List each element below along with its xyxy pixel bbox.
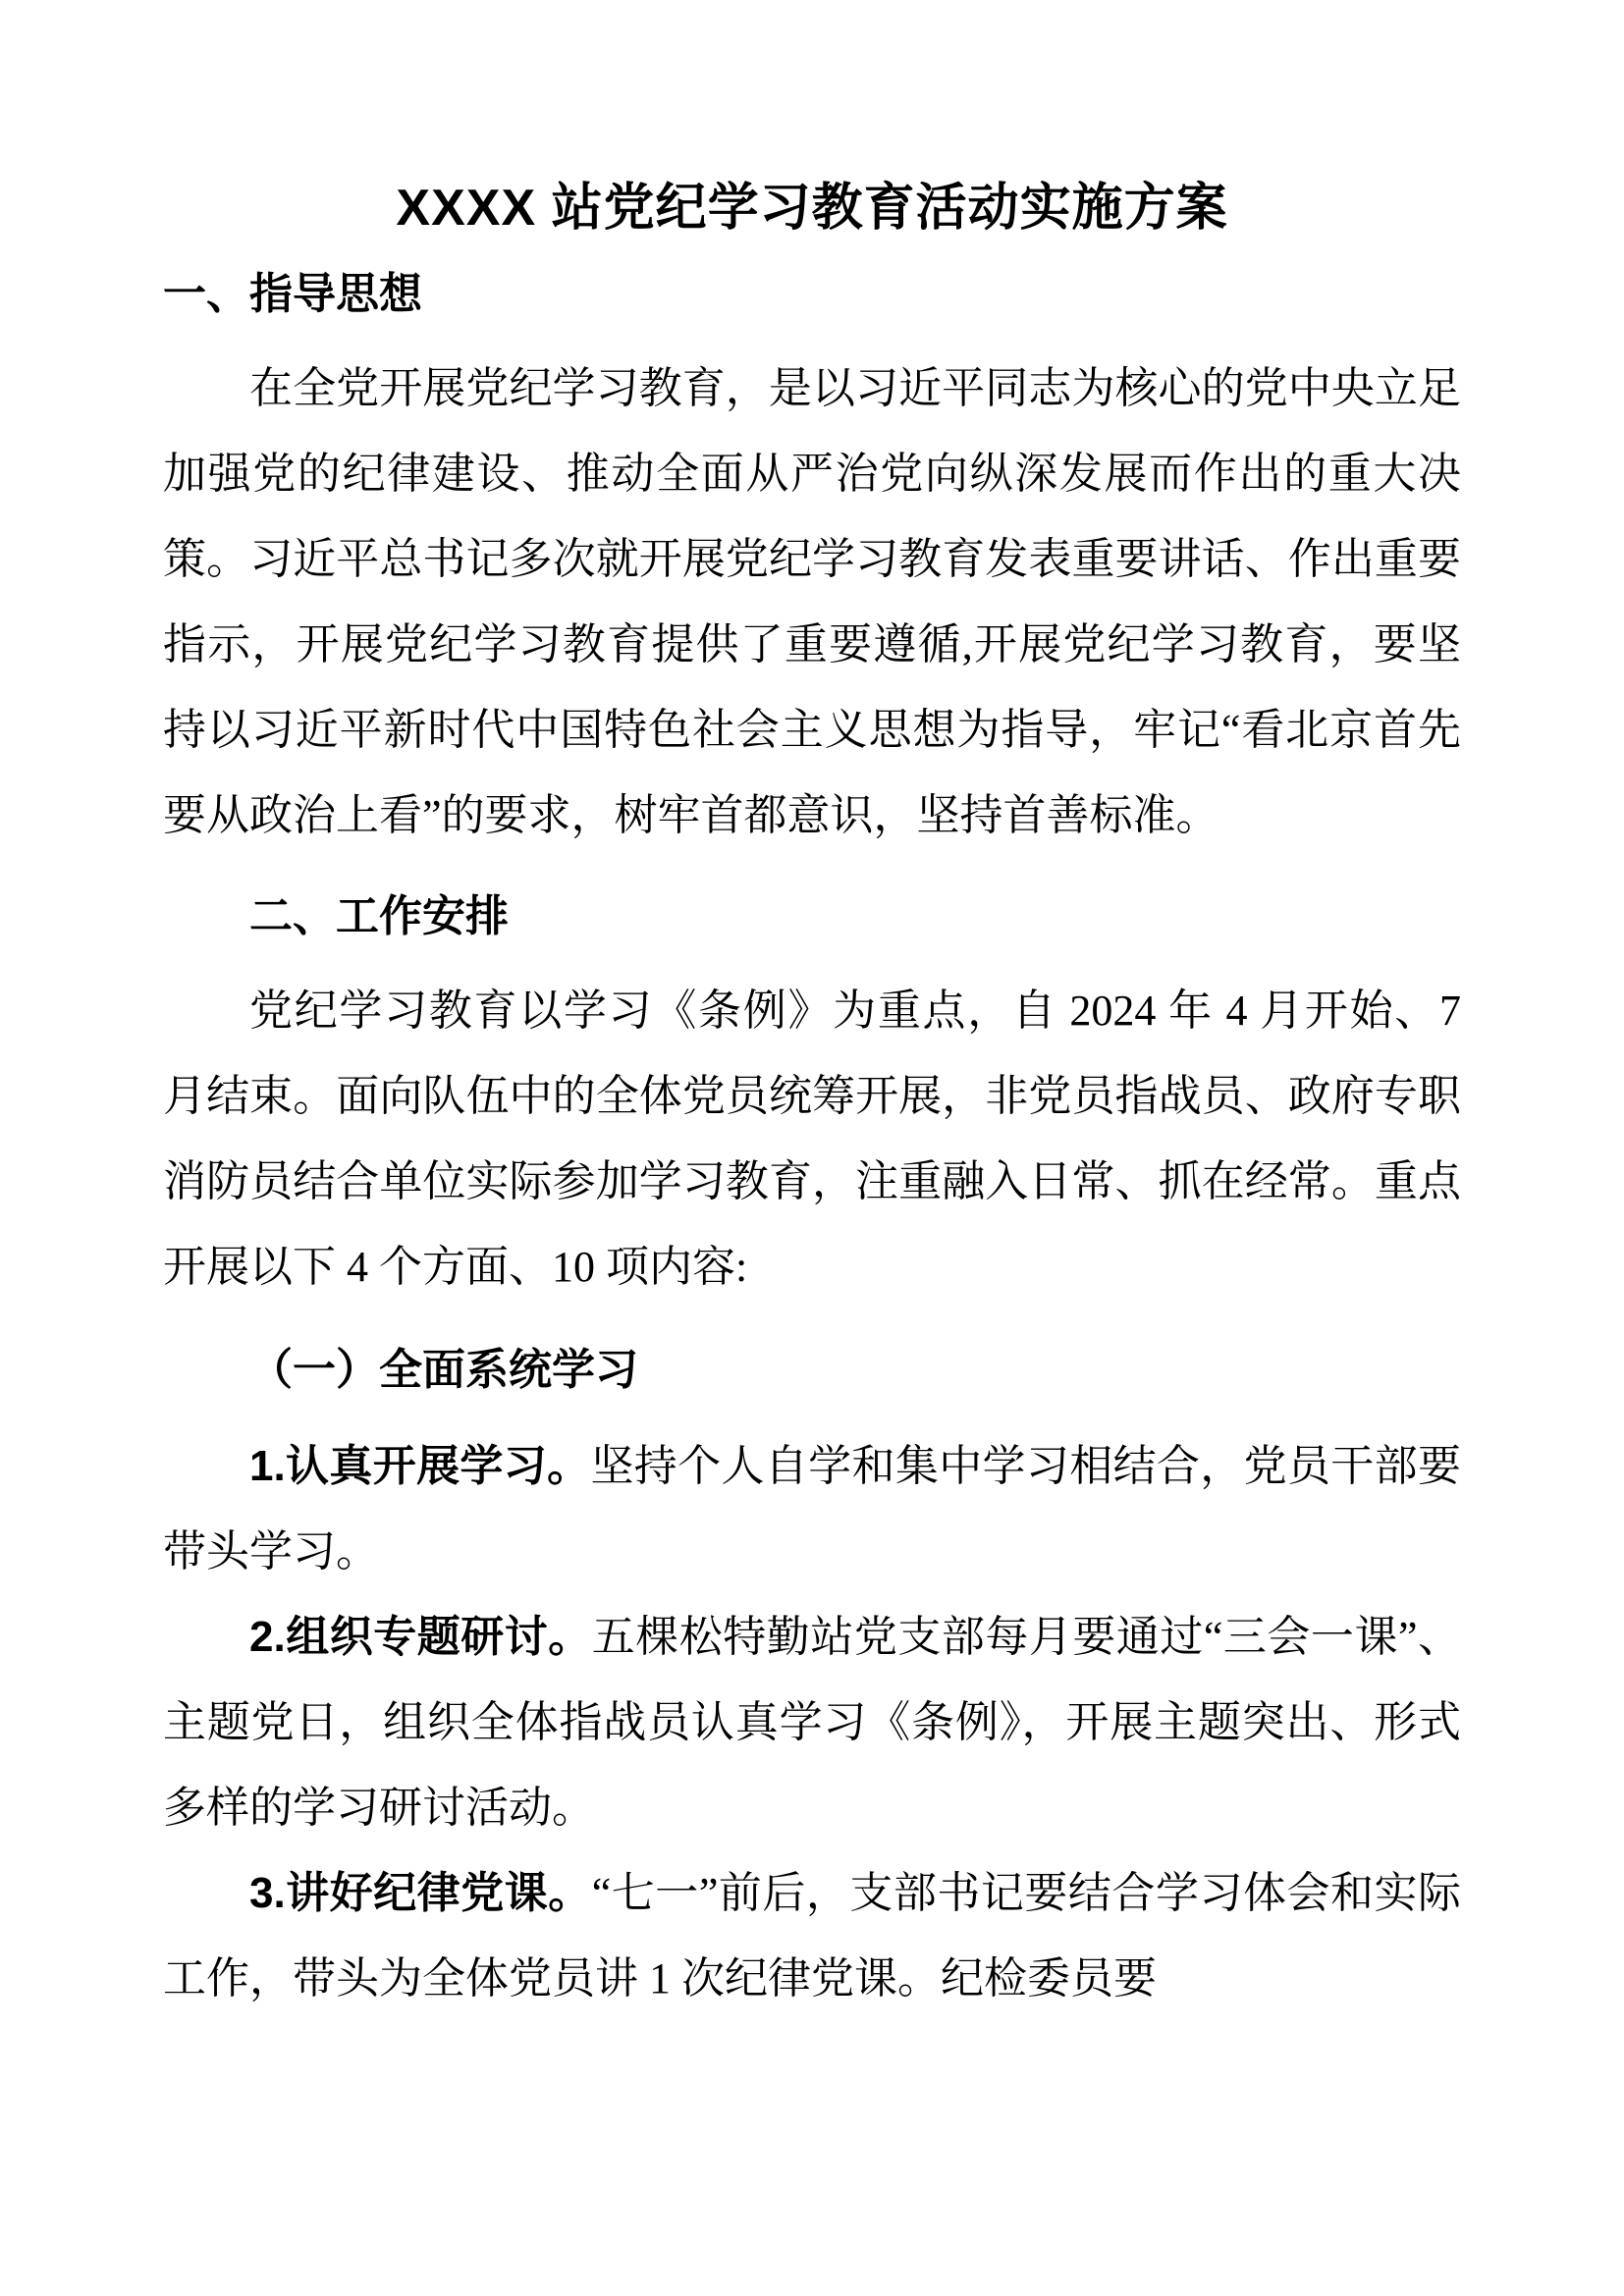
- list-item-1: [163, 1423, 1461, 1594]
- list-item-3-body: “七一”前后，支部书记要结合学习体会和实际工作，带头为全体党员讲 1 次纪律党课。纪检委员要: [163, 1869, 1461, 2002]
- heading-guiding-ideology: 一、指导思想: [163, 270, 422, 318]
- list-item-3-lead: 3.讲好纪律党课。: [249, 1869, 592, 1917]
- heading-work-arrangement: 二、工作安排: [249, 892, 509, 940]
- heading-comprehensive-study: （一）全面系统学习: [249, 1346, 638, 1394]
- list-item-2-lead: 2.组织专题研讨。: [249, 1613, 592, 1661]
- paragraph-work-arrangement: 党纪学习教育以学习《条例》为重点，自 2024 年 4 月开始、7 月结束。面向队伍中的全体党员统筹开展，非党员指战员、政府专职消防员结合单位实际参加学习教育，注重融入日常、抓在经常。重点开展以下 4 个方面、10 项内容:: [163, 987, 1461, 1291]
- list-item-2: [163, 1594, 1461, 1850]
- document-title: XXXX 站党纪学习教育活动实施方案: [396, 180, 1228, 237]
- list-item-1-lead: 1.认真开展学习。: [249, 1442, 591, 1490]
- list-item-3: [163, 1850, 1461, 2021]
- list-item-1-body: 坚持个人自学和集中学习相结合，党员干部要带头学习。: [163, 1442, 1461, 1575]
- list-item-2-body: 五棵松特勤站党支部每月要通过“三会一课”、主题党日，组织全体指战员认真学习《条例》，开展主题突出、形式多样的学习研讨活动。: [163, 1613, 1461, 1832]
- paragraph-guiding-ideology: 在全党开展党纪学习教育，是以习近平同志为核心的党中央立足加强党的纪律建设、推动全面从严治党向纵深发展而作出的重大决策。习近平总书记多次就开展党纪学习教育发表重要讲话、作出重要指示，开展党纪学习教育提供了重要遵循,开展党纪学习教育，要坚持以习近平新时代中国特色社会主义思想为指导，牢记“看北京首先要从政治上看”的要求，树牢首都意识，坚持首善标准。: [163, 364, 1461, 839]
